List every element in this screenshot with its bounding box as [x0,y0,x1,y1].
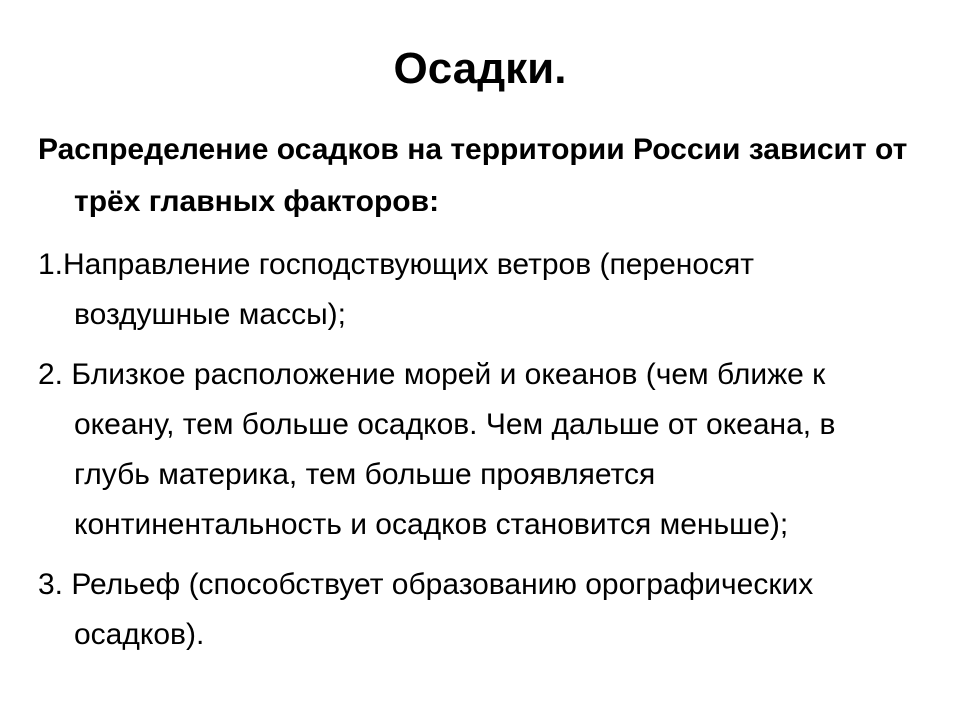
factor-item-3: 3. Рельеф (способствует образованию орографических осадков). [38,568,814,651]
slide-title: Осадки. [393,44,567,93]
factor-item-2: 2. Близкое расположение морей и океанов (чем ближе к океану, тем больше осадков. Чем дальше от океана, в глубь материка, тем больше проявляется континентальность и осадков становится меньше); [38,358,836,541]
slide-body [38,124,918,670]
factor-item-1: 1.Направление господствующих ветров (переносят воздушные массы); [38,248,755,331]
intro-paragraph: Распределение осадков на территории России зависит от трёх главных факторов: [38,133,908,218]
